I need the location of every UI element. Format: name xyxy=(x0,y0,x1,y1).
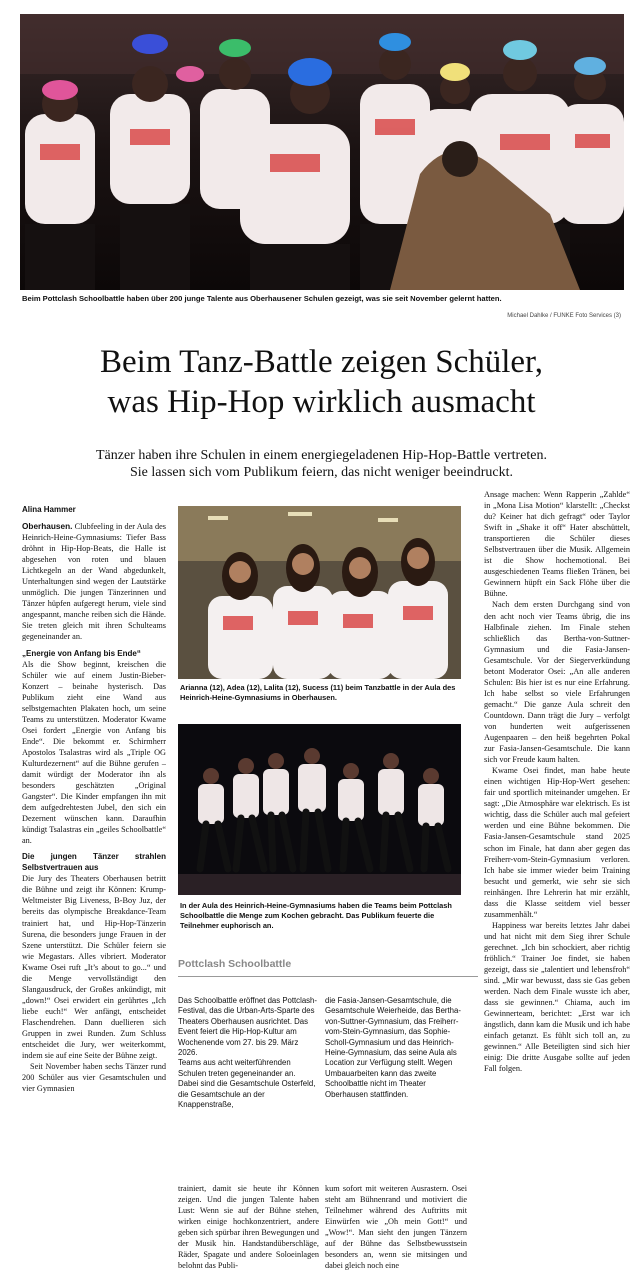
headline xyxy=(0,342,643,422)
article-column-2-bottom: trainiert, damit sie heute ihr Können zeigen. Und die jungen Talente haben Lust: Wenn sie auf der Bühne stehen, wirken einige hochkonzentriert, andere geben sich spürbar ihren Bewegungen und der Musik hin. Handstandüberschläge, Räder, Spagate und andere Soloeinlagen belohnt das Publi- xyxy=(178,1184,319,1271)
paragraph: Happiness war bereits letztes Jahr dabei und hat nicht mit dem Sieg ihrer Schule gerechnet. „Ich bin schockiert, aber richtig fröhlich.“ Trainer Joe findet, sie haben gezeigt, dass sie „talentiert und lebensfroh“ sind. „Mir war bewusst, dass sie Gas geben werden. Nach dem Finale wusste ich aber, dass sie gewinnen.“ Chiama, auch im Gewinnerteam, berichtet: „Erst war ich ängstlich, dann kam die Musik und ich habe einfach getanzt. Es fühlt sich toll an, zu gewinnen.“ Alle Beteiligten sind sich hier einig: Die dritte Ausgabe sollte auf jeden Fall folgen. xyxy=(484,920,630,1074)
article-column-3-bottom: kum sofort mit weiteren Ausrastern. Osei steht am Bühnenrand und motiviert die Teilnehmer während des Auftritts mit Einwürfen wie „Oh mein Gott!“ und „Wow!“. Man sieht den jungen Tänzern auf der Bühne das Selbstbewusstsein besonders an, wenn sie mitsingen und dabei gleich noch eine xyxy=(325,1184,467,1271)
info-box-left: Das Schoolbattle eröffnet das Pottclash-Festival, das die Urban-Arts-Sparte des Theaters Oberhausen ausrichtet. Das Event feiert die Hip-Hop-Kultur am Wochenende vom 27. bis 29. März 2026. Teams aus acht weiterführenden Schulen treten gegeneinander an. Dabei sind die Gesamtschule Osterfeld, die Gesamtschule an der Knappenstraße, xyxy=(178,996,317,1110)
info-box-right: die Fasia-Jansen-Gesamtschule, die Gesamtschule Weierheide, das Bertha-von-Suttner-Gymnasium, das Freiherr-vom-Stein-Gymnasium, das Sophie-Scholl-Gymnasium und das Heinrich-Heine-Gymnasium, das seine Aula als Location zur Verfügung stellt. Wegen Umbauarbeiten kann das zweite Schoolbattle nicht im Theater Oberhausen stattfinden. xyxy=(325,996,461,1099)
paragraph: Als die Show beginnt, kreischen die Schüler wie auf einem Justin-Bieber-Konzert – beinahe hysterisch. Das Publikum zieht eine Wand aus selbstgemachten Plakaten hoch, um seine Teams zu unterstützen. Moderator Kwame Osei fordert „Energie von Anfang bis Ende“. Die bekommt er. Schirmherr Apostolos Tsalastras wird als „Triple OG Kulturdezernent“ auf die Bühne gerufen – damit würdigt der Moderator ihn als besonders geschätzten „Original Gangster“. Die Kinder empfangen ihn mit dem aufgedrehtesten Jubel, den sich ein Dezernent wünschen kann. Daraufhin kündigt Tsalastras ein „geiles Schoolbattle“ an. xyxy=(22,659,166,846)
info-box-title: Pottclash Schoolbattle xyxy=(178,958,292,970)
middle-photo-2 xyxy=(178,724,461,895)
subheadline xyxy=(60,447,583,481)
paragraph-text: Clubfeeling in der Aula des Heinrich-Heine-Gymnasiums: Tiefer Bass dröhnt in Hip-Hop-Beats, die Halle ist abgesehen von roten und blauen Lichtkegeln an der Wand abgedunkelt, Unterhaltungen sind wegen der Lautstärke unmöglich. Die jungen Tänzerinnen und Tänzer hüpfen aufgeregt herum, viele sind angespannt, manche reiben sich die Hände. Sie treten gleich mit ihren Schulteams gegeneinander an. xyxy=(22,522,166,642)
author-byline: Alina Hammer xyxy=(22,505,76,514)
subheading: Die jungen Tänzer strahlen Selbstvertrauen aus xyxy=(22,852,166,873)
headline-line-1: Beim Tanz-Battle zeigen Schüler, xyxy=(100,344,543,380)
photo-credit: Michael Dahlke / FUNKE Foto Services (3) xyxy=(507,313,621,319)
paragraph: Seit November haben sechs Tänzer rund 200 Schüler aus vier Gesamtschulen und vier Gymnasien xyxy=(22,1062,166,1094)
article-column-1 xyxy=(22,521,166,1276)
paragraph: Kwame Osei findet, man habe heute einen wichtigen Hip-Hop-Wert gesehen: fair und sportlich miteinander umgehen. Er sagt: „Die Atmosphäre war elektrisch. Es ist wichtig, dass die Schüler auch mal gefeiert werden und eine Bühne bekommen. Die Fasia-Jansen-Gesamtschule stand 2025 schon im Finale, hat dann aber gegen das Freiherr-vom-Stein-Gymnasium verloren. Ich habe sie immer wieder beim Training besucht und gemerkt, wie sehr sie sich reinhängen. Ihre Lehrerin hat mir erzählt, dass die Klasse seitdem viel besser zusammenhält.“ xyxy=(484,766,630,919)
middle-photo-1-caption: Arianna (12), Adea (12), Lalita (12), Sucess (11) beim Tanzbattle in der Aula des Heinrich-Heine-Gymnasiums in Oberhausen. xyxy=(180,683,456,702)
dateline: Oberhausen. xyxy=(22,522,73,531)
paragraph: Ansage machen: Wenn Rapperin „Zahlde“ in „Mona Lisa Motion“ klarstellt: „Checkst du? Keiner hat dich gefragt“ oder Taylor Swift in „Shake it off“ Hater abschüttelt, transportieren die Schüler dieses Selbstvertrauen über die Musik. Allgemein ist die Show hochemotional. Bei ausgeschiedenen Teams fließen Tränen, bei Gewinnern hüpft ein Sack Flöhe über die Bühne. xyxy=(484,490,630,599)
subheadline-line-1: Tänzer haben ihre Schulen in einem energiegeladenen Hip-Hop-Battle vertreten. xyxy=(95,448,548,463)
info-box-divider xyxy=(178,976,478,977)
paragraph: Die Jury des Theaters Oberhausen betritt die Bühne und zeigt ihr Können: Krump-Weltmeister Big Liveness, B-Boy Juz, der bereits das olympische Breakdance-Team trainiert hat, und Hip-Hop-Tänzerin Surena, die besonders junge Frauen in der Szene unterstützt. Die Schüler feiern sie wie Megastars. Alles vibriert. Moderator Kwame Osei ruft „It’s about to go...“ und die Menge vervollständigt den Slangausdruck, der Großes ankündigt, mit „down!“ Osei erwidert ein gerührtes „Ich liebe euch!“ Wer anfängt, entscheidet Flaschendrehen. Dann duellieren sich Gruppen in zwei Runden. Zum Schluss entscheidet die Jury, wer weiterkommt, indem sie auf eine Seite der Bühne zeigt. xyxy=(22,874,166,1061)
paragraph xyxy=(22,521,166,643)
middle-photo-1 xyxy=(178,506,461,679)
top-photo-caption: Beim Pottclash Schoolbattle haben über 200 junge Talente aus Oberhausener Schulen gezeigt, was sie seit November gelernt hatten. xyxy=(22,294,502,303)
top-photo xyxy=(20,14,624,290)
headline-line-2: was Hip-Hop wirklich ausmacht xyxy=(107,384,536,420)
subheading: „Energie von Anfang bis Ende“ xyxy=(22,648,141,658)
paragraph: Nach dem ersten Durchgang sind von den acht noch vier Teams übrig, die ins Halbfinale ziehen. Im Finale stehen schließlich das Bertha-von-Suttner-Gymnasium und die Fasia-Jansen-Gesamtschule. Vor der Siegerverkündung betont Moderator Osei: „An alle anderen Schulen: Bis hier ist es nur eine Erfahrung. Ich habe selbst so viele Erfahrungen gemacht.“ Die ganze Aula schreit den Countdown. Dann trägt die Jury – verfolgt von hunderten weit aufgerissenen Augenpaaren – den heiß begehrten Pokal zur Fasia-Jansen-Gesamtschule. Die kann sich vor Freude kaum halten. xyxy=(484,600,630,765)
middle-photo-2-caption: In der Aula des Heinrich-Heine-Gymnasiums haben die Teams beim Pottclash Schoolbattle die Menge zum Kochen gebracht. Das Publikum feuerte die Teilnehmer euphorisch an. xyxy=(180,901,452,930)
subheadline-line-2: Sie lassen sich vom Publikum feiern, das nicht weniger beeindruckt. xyxy=(130,465,513,480)
article-column-4 xyxy=(484,489,630,1276)
